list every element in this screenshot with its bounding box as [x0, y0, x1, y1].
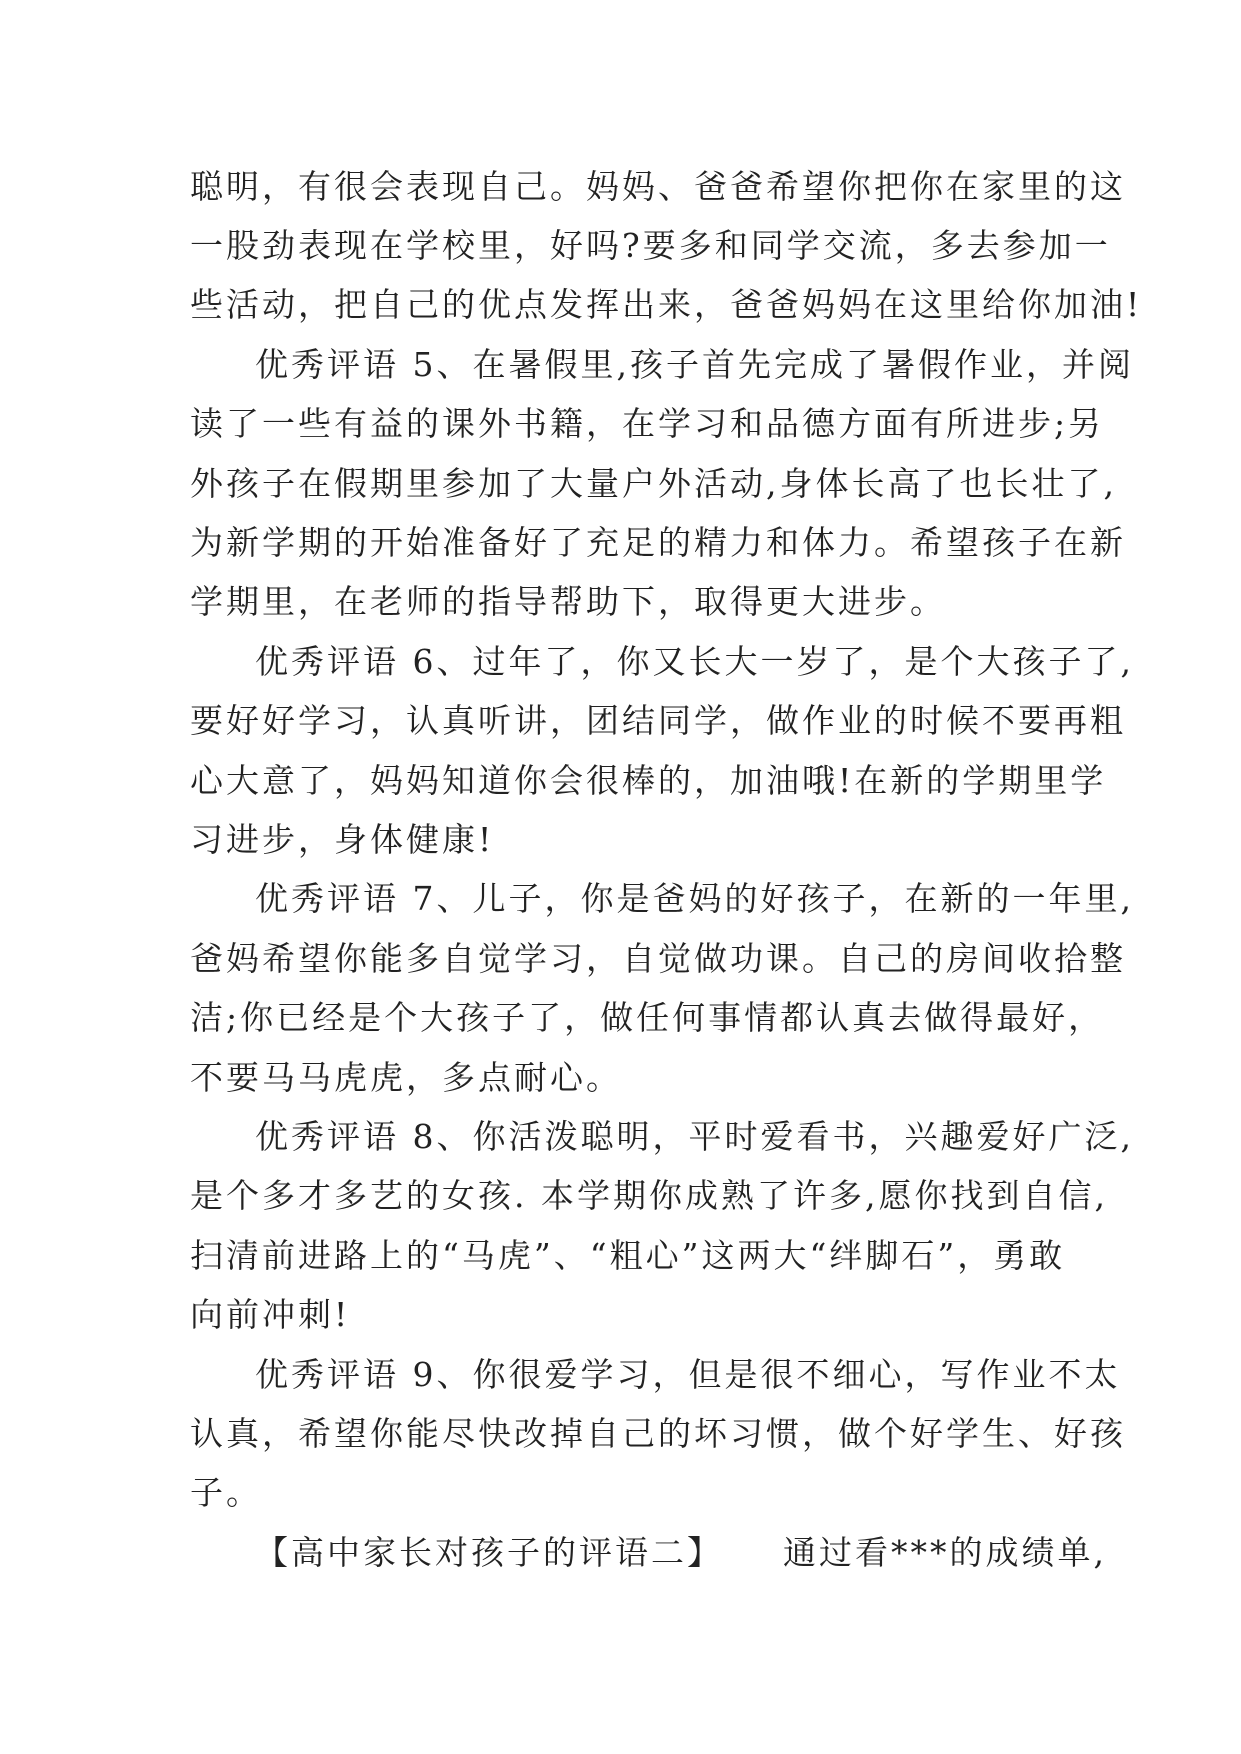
text-line: 优秀评语 9、你很爱学习，但是很不细心，写作业不太	[255, 1355, 1121, 1394]
text-line: 认真，希望你能尽快改掉自己的坏习惯，做个好学生、好孩	[190, 1414, 1126, 1453]
text-line: 洁;你已经是个大孩子了，做任何事情都认真去做得最好，	[190, 998, 1105, 1037]
text-line: 一股劲表现在学校里，好吗?要多和同学交流，多去参加一	[190, 226, 1111, 265]
text-line: 要好好学习，认真听讲，团结同学，做作业的时候不要再粗	[190, 701, 1126, 740]
text-line: 是个多才多艺的女孩. 本学期你成熟了许多,愿你找到自信,	[190, 1176, 1108, 1215]
text-line: 不要马马虎虎，多点耐心。	[190, 1058, 622, 1097]
text-line: 学期里，在老师的指导帮助下，取得更大进步。	[190, 582, 946, 621]
text-line: 爸妈希望你能多自觉学习，自觉做功课。自己的房间收拾整	[190, 939, 1126, 978]
text-line: 读了一些有益的课外书籍，在学习和品德方面有所进步;另	[190, 404, 1105, 443]
text-line: 优秀评语 5、在暑假里,孩子首先完成了暑假作业，并阅	[255, 345, 1134, 384]
text-line: 优秀评语 8、你活泼聪明，平时爱看书，兴趣爱好广泛,	[255, 1117, 1134, 1156]
text-line: 为新学期的开始准备好了充足的精力和体力。希望孩子在新	[190, 523, 1126, 562]
text-line: 聪明，有很会表现自己。妈妈、爸爸希望你把你在家里的这	[190, 167, 1126, 206]
text-line: 外孩子在假期里参加了大量户外活动,身体长高了也长壮了,	[190, 464, 1117, 503]
text-line: 扫清前进路上的“马虎”、“粗心”这两大“绊脚石”，勇敢	[190, 1236, 1066, 1275]
text-line: 些活动，把自己的优点发挥出来，爸爸妈妈在这里给你加油!	[190, 285, 1143, 324]
section-heading: 【高中家长对孩子的评语二】	[255, 1533, 723, 1572]
text-line: 子。	[190, 1473, 262, 1512]
text-line: 心大意了，妈妈知道你会很棒的，加油哦!在新的学期里学	[190, 761, 1107, 800]
text-line: 优秀评语 7、儿子，你是爸妈的好孩子，在新的一年里,	[255, 879, 1134, 918]
text-span: 通过看***的成绩单,	[783, 1533, 1107, 1572]
text-line: 优秀评语 6、过年了，你又长大一岁了，是个大孩子了,	[255, 642, 1134, 681]
text-line: 习进步，身体健康!	[190, 820, 495, 859]
text-line: 向前冲刺!	[190, 1295, 351, 1334]
text-line	[255, 1523, 1135, 1583]
